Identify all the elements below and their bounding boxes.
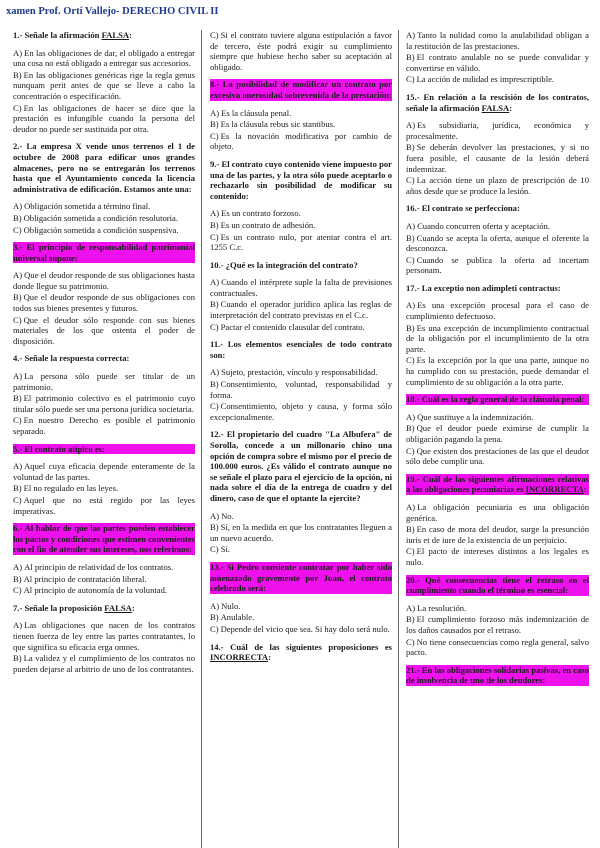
question-text bbox=[210, 642, 392, 663]
option-letter: A) bbox=[13, 461, 23, 472]
option-text: Se deberán devolver las prestaciones, y si no fuera posible, el causante de la lesión deberá indemnizar. bbox=[406, 142, 589, 174]
option-letter: C) bbox=[13, 314, 22, 325]
option-text: Consentimiento, voluntad, responsabilidad y forma. bbox=[210, 379, 392, 400]
question-suffix: : bbox=[129, 30, 132, 40]
question-emphasis: INCORRECTA bbox=[210, 652, 269, 663]
question-block bbox=[13, 603, 195, 675]
answer-option bbox=[406, 603, 589, 614]
question-text bbox=[13, 30, 195, 41]
answer-option bbox=[210, 612, 392, 623]
question-suffix: : bbox=[509, 102, 513, 113]
question-suffix: : bbox=[583, 484, 587, 495]
question-block bbox=[13, 30, 195, 134]
option-text: En las obligaciones de hacer se dice que la prestación es infungible cuando la persona del deudor no puede ser sustituida por otra. bbox=[13, 102, 195, 134]
option-letter: A) bbox=[13, 371, 23, 382]
option-text: En caso de mora del deudor, surge la presunción iuris et de iure de la existencia de un perjuicio. bbox=[406, 524, 589, 545]
question-block bbox=[210, 30, 392, 72]
option-letter: C) bbox=[406, 546, 415, 557]
option-text: El pacto de intereses distintos a los legales es nulo. bbox=[406, 546, 589, 567]
option-text: Que el deudor responde de sus obligaciones con todos sus bienes presentes y futuros. bbox=[13, 292, 195, 314]
answer-option bbox=[210, 30, 392, 72]
option-text: Que el deudor puede eximirse de cumplir la obligación pagando la pena. bbox=[406, 423, 589, 444]
option-letter: A) bbox=[406, 602, 416, 613]
answer-option bbox=[13, 495, 195, 516]
answer-option bbox=[13, 393, 195, 414]
option-letter: B) bbox=[406, 322, 415, 333]
question-text bbox=[406, 92, 589, 113]
question-text bbox=[210, 79, 392, 100]
option-text: Anulable. bbox=[220, 612, 255, 623]
option-text: Es un contrato forzoso. bbox=[221, 208, 301, 219]
option-text: Es la cláusula rebus sic stantibus. bbox=[220, 119, 336, 130]
option-text: Depende del vicio que sea. Si hay dolo será nulo. bbox=[220, 623, 390, 634]
question-prefix: 14.- Cuál de las siguientes proposiciones es bbox=[210, 641, 392, 652]
option-text: Obligación sometida a término final. bbox=[24, 201, 151, 212]
question-block bbox=[210, 642, 392, 663]
option-text: El cumplimiento forzoso más indemnización de los daños causados por el retraso. bbox=[406, 614, 589, 635]
answer-option bbox=[406, 323, 589, 355]
question-text bbox=[210, 339, 392, 360]
option-letter: A) bbox=[406, 120, 416, 131]
option-text: No tiene consecuencias como regla general, salvo pacto. bbox=[406, 636, 589, 658]
question-text bbox=[406, 283, 589, 294]
answer-option bbox=[13, 483, 195, 494]
option-letter: B) bbox=[406, 524, 415, 535]
question-block bbox=[406, 665, 589, 686]
answer-option bbox=[210, 299, 392, 320]
question-prefix: 2.- La empresa X vende unos terrenos el 1 de octubre de 2008 para edificar unos grandes almacenes, pero no se entregarán los terrenos hasta que el Ayuntamiento conceda la licencia administrativa de edificación. Estamos ante una: bbox=[13, 141, 195, 194]
question-prefix: 12.- El propietario del cuadro "La Albufera" de Sorolla, concede a un millonario chino una opción de compra sobre el mismo por el precio de 100.000 euros. ¿Es válido el contrato aunque no se señale el plazo para el ejercicio de la opción, ni nada sobre el día de la entrega de cuadro y del dinero, caso de que el optante la ejercite? bbox=[210, 429, 392, 503]
option-letter: B) bbox=[210, 612, 219, 623]
option-letter: B) bbox=[13, 69, 22, 80]
answer-option bbox=[210, 208, 392, 219]
question-text bbox=[13, 141, 195, 194]
answer-option bbox=[13, 574, 195, 585]
option-letter: A) bbox=[210, 367, 220, 378]
question-suffix: : bbox=[131, 602, 135, 613]
answer-option bbox=[406, 423, 589, 444]
answer-option bbox=[210, 544, 392, 555]
option-letter: B) bbox=[210, 299, 219, 310]
question-block bbox=[13, 523, 195, 596]
answer-option bbox=[210, 119, 392, 130]
answer-option bbox=[406, 300, 589, 321]
question-prefix: 16.- El contrato se perfecciona: bbox=[406, 203, 520, 214]
answer-option bbox=[210, 511, 392, 522]
option-letter: A) bbox=[210, 277, 220, 288]
answer-option bbox=[406, 30, 589, 51]
question-prefix: 6.- Al hablar de que las partes pueden establecer los pactos y condiciones que estimen convenientes con el fin de atender sus intereses, nos referimos: bbox=[13, 523, 195, 555]
option-letter: A) bbox=[210, 208, 220, 219]
question-prefix: 3.- El principio de responsabilidad patrimonial universal supone: bbox=[13, 242, 195, 263]
option-text: La acción de nulidad es imprescriptible. bbox=[416, 74, 555, 85]
answer-option bbox=[13, 103, 195, 135]
option-text: Aquel que no está regido por las leyes imperativas. bbox=[13, 494, 195, 516]
answer-option bbox=[13, 585, 195, 596]
option-text: El contrato anulable no se puede convalidar y convertirse en válido. bbox=[406, 52, 589, 73]
question-block bbox=[13, 353, 195, 436]
option-text: Nulo. bbox=[221, 600, 241, 611]
option-text: Al principio de relatividad de los contratos. bbox=[24, 561, 174, 572]
question-text bbox=[406, 203, 589, 214]
answer-option bbox=[406, 614, 589, 635]
option-text: Obligación sometida a condición resolutoria. bbox=[23, 212, 179, 223]
option-letter: C) bbox=[13, 585, 22, 596]
question-block bbox=[210, 339, 392, 422]
option-letter: C) bbox=[406, 636, 415, 647]
answer-option bbox=[13, 292, 195, 313]
option-letter: B) bbox=[406, 614, 415, 625]
question-prefix: 9.- El contrato cuyo contenido viene impuesto por una de las partes, y la otra sólo puede aceptarlo o rechazarlo sin posibilidad de modificar su contenido: bbox=[210, 158, 392, 201]
question-block bbox=[406, 474, 589, 568]
option-text: En nuestro Derecho es posible el patrimonio separado. bbox=[13, 415, 195, 436]
answer-option bbox=[406, 74, 589, 85]
question-text bbox=[13, 242, 195, 263]
option-text: La persona sólo puede ser titular de un patrimonio. bbox=[13, 371, 195, 392]
answer-option bbox=[210, 367, 392, 378]
option-letter: A) bbox=[406, 220, 416, 231]
question-emphasis: FALSA bbox=[101, 30, 130, 40]
question-prefix: 21.- En las obligaciones solidarias pasivas, en caso de insolvencia de uno de los deudores: bbox=[406, 664, 589, 686]
option-letter: C) bbox=[210, 231, 219, 242]
column-divider bbox=[398, 30, 399, 848]
question-block bbox=[13, 242, 195, 346]
question-text bbox=[13, 444, 195, 455]
option-letter: C) bbox=[13, 102, 22, 113]
option-text: Cuando concurren oferta y aceptación. bbox=[417, 220, 550, 231]
option-text: Es la excepción por la que una parte, aunque no ha cumplido con su prestación, puede demandar el cumplimiento de su obligación a la otra parte. bbox=[406, 355, 589, 387]
question-block bbox=[210, 429, 392, 555]
option-text: No. bbox=[221, 510, 234, 521]
option-letter: B) bbox=[210, 119, 219, 130]
option-text: Pactar el contenido clausular del contrato. bbox=[220, 321, 365, 332]
option-text: Que el deudor responde de sus obligaciones hasta donde llegue su patrimonio. bbox=[13, 270, 195, 291]
question-prefix: 20.- Qué consecuencias tiene el retraso en el cumplimiento cuando el término es esencial: bbox=[406, 574, 589, 596]
answer-option bbox=[13, 70, 195, 102]
option-text: Cuando el intérprete suple la falta de previsiones contractuales. bbox=[210, 277, 392, 298]
question-prefix: 11.- Los elementos esenciales de todo contrato son: bbox=[210, 339, 392, 360]
option-letter: A) bbox=[13, 201, 23, 212]
answer-option bbox=[406, 412, 589, 423]
option-letter: C) bbox=[406, 254, 415, 265]
option-letter: B) bbox=[13, 573, 22, 584]
question-prefix: 10.- ¿Qué es la integración del contrato? bbox=[210, 259, 358, 270]
option-text: Es la novación modificativa por cambio de objeto. bbox=[210, 130, 392, 152]
answer-option bbox=[210, 624, 392, 635]
question-emphasis: FALSA bbox=[481, 102, 510, 113]
option-letter: A) bbox=[406, 411, 416, 422]
option-letter: B) bbox=[13, 483, 22, 494]
option-letter: C) bbox=[406, 445, 415, 456]
option-text: Que el deudor sólo responde con sus bienes materiales de los que ostenta el poder de disposición. bbox=[13, 314, 195, 346]
question-prefix: 17.- La exceptio non adimpleti contractus: bbox=[406, 282, 561, 293]
answer-option bbox=[210, 601, 392, 612]
option-text: Es una excepción de incumplimiento contractual de la obligación por el incumplimiento de la otra parte. bbox=[406, 322, 589, 354]
answer-option bbox=[13, 225, 195, 236]
answer-option bbox=[13, 315, 195, 347]
option-text: Tanto la nulidad como la anulabilidad obligan a la restitución de las prestaciones. bbox=[406, 30, 589, 51]
answer-option bbox=[210, 220, 392, 231]
option-text: Obligación sometida a condición suspensiva. bbox=[23, 224, 179, 235]
option-letter: C) bbox=[406, 74, 415, 85]
option-text: Es un contrato de adhesión. bbox=[220, 219, 316, 230]
option-letter: A) bbox=[210, 600, 220, 611]
question-prefix: 13.- Si Pedro consiente contratar por haber sido amenazado gravemente por Juan, el contrato celebrado será: bbox=[210, 561, 392, 594]
option-letter: C) bbox=[406, 355, 415, 366]
option-letter: A) bbox=[210, 510, 220, 521]
question-text bbox=[406, 665, 589, 686]
option-letter: C) bbox=[13, 224, 22, 235]
option-letter: A) bbox=[13, 47, 23, 58]
option-letter: C) bbox=[210, 130, 219, 141]
option-text: Es un contrato nulo, por atentar contra el art. 1255 C.c. bbox=[210, 231, 392, 253]
answer-option bbox=[406, 52, 589, 73]
option-letter: C) bbox=[406, 175, 415, 186]
option-letter: C) bbox=[13, 415, 22, 426]
question-block bbox=[210, 260, 392, 333]
question-text bbox=[210, 562, 392, 594]
option-letter: A) bbox=[210, 107, 220, 118]
column-3 bbox=[406, 30, 589, 693]
question-text bbox=[210, 260, 392, 271]
option-text: La resolución. bbox=[417, 602, 467, 613]
question-text bbox=[406, 474, 589, 495]
option-letter: B) bbox=[406, 142, 415, 153]
option-letter: B) bbox=[210, 522, 219, 533]
option-letter: A) bbox=[13, 270, 23, 281]
question-block bbox=[406, 203, 589, 276]
option-text: Aquel cuya eficacia depende enteramente de la voluntad de las partes. bbox=[13, 461, 195, 482]
question-block bbox=[406, 394, 589, 467]
answer-option bbox=[406, 546, 589, 567]
answer-option bbox=[406, 142, 589, 174]
option-text: Que sustituye a la indemnización. bbox=[417, 411, 534, 422]
answer-option bbox=[13, 270, 195, 291]
question-block bbox=[13, 141, 195, 235]
answer-option bbox=[210, 322, 392, 333]
option-letter: C) bbox=[210, 321, 219, 332]
option-letter: B) bbox=[13, 212, 22, 223]
question-text bbox=[210, 429, 392, 503]
answer-option bbox=[210, 108, 392, 119]
question-block bbox=[13, 444, 195, 517]
answer-option bbox=[13, 213, 195, 224]
column-2 bbox=[210, 30, 392, 670]
question-text bbox=[406, 575, 589, 596]
question-block bbox=[406, 283, 589, 387]
option-letter: B) bbox=[13, 653, 22, 664]
question-prefix: 19.- Cuál de las siguientes afirmaciones relativas a las obligaciones pecuniarias es bbox=[406, 473, 589, 495]
option-text: En las obligaciones genéricas rige la regla genus nunquam perit antes de que se lleve a cabo la concentración o especificación. bbox=[13, 69, 195, 101]
option-letter: B) bbox=[13, 292, 22, 303]
answer-option bbox=[210, 379, 392, 400]
option-letter: A) bbox=[13, 620, 23, 631]
option-letter: A) bbox=[406, 501, 416, 512]
option-text: Que existen dos prestaciones de las que el deudor sólo debe cumplir una. bbox=[406, 445, 589, 467]
question-block bbox=[210, 159, 392, 253]
question-prefix: 8.- La posibilidad de modificar un contrato por excesiva onerosidad sobrevenida de la prestación: bbox=[210, 79, 392, 100]
option-text: La obligación pecuniaria es una obligación genérica. bbox=[406, 501, 589, 523]
question-text bbox=[13, 523, 195, 555]
column-divider bbox=[201, 30, 202, 848]
answer-option bbox=[210, 401, 392, 422]
answer-option bbox=[406, 524, 589, 545]
question-block bbox=[210, 79, 392, 152]
option-text: Si el contrato tuviere alguna estipulación a favor de tercero, éste podrá exigir su cumplimiento siempre que hubiese hecho saber su aceptación al obligado. bbox=[210, 30, 392, 72]
option-letter: C) bbox=[210, 401, 219, 412]
question-prefix: 5.- El contrato atípico es: bbox=[13, 443, 105, 454]
question-emphasis: FALSA bbox=[104, 602, 132, 613]
question-block bbox=[406, 30, 589, 85]
answer-option bbox=[406, 233, 589, 254]
option-letter: C) bbox=[210, 30, 219, 40]
answer-option bbox=[210, 131, 392, 152]
question-suffix: : bbox=[268, 652, 271, 663]
answer-option bbox=[406, 502, 589, 523]
answer-option bbox=[13, 201, 195, 212]
answer-option bbox=[406, 446, 589, 467]
question-prefix: 1.- Señale la afirmación bbox=[13, 30, 102, 40]
option-letter: A) bbox=[13, 561, 23, 572]
answer-option bbox=[13, 48, 195, 69]
option-letter: B) bbox=[406, 423, 415, 434]
option-letter: C) bbox=[210, 544, 219, 555]
option-letter: B) bbox=[210, 379, 219, 390]
option-text: Es una excepción procesal para el caso de cumplimiento defectuoso. bbox=[406, 300, 589, 322]
answer-option bbox=[13, 620, 195, 652]
option-letter: B) bbox=[406, 232, 415, 243]
option-text: Es la cláusula penal. bbox=[221, 107, 292, 118]
option-text: El no regulado en las leyes. bbox=[23, 483, 119, 494]
answer-option bbox=[210, 522, 392, 543]
option-text: Al principio de contratación liberal. bbox=[23, 573, 147, 584]
option-text: En las obligaciones de dar, el obligado a entregar una cosa no está obligado a entregar sus accesorios. bbox=[13, 47, 195, 69]
option-text: Es subsidiaria, jurídica, económica y procesalmente. bbox=[406, 120, 589, 141]
option-text: Las obligaciones que nacen de los contratos tienen fuerza de ley entre las partes contratantes, lo que significa su eficacia erga omnes. bbox=[13, 620, 195, 652]
option-text: La validez y el cumplimiento de los contratos no pueden dejarse al arbitrio de uno de los contratantes. bbox=[13, 653, 195, 674]
option-letter: B) bbox=[13, 393, 22, 404]
answer-option bbox=[406, 221, 589, 232]
question-prefix: 7.- Señale la proposición bbox=[13, 602, 105, 613]
option-letter: A) bbox=[406, 30, 416, 40]
question-prefix: 18.- Cuál es la regla general de la cláusula penal: bbox=[406, 394, 585, 405]
answer-option bbox=[13, 415, 195, 436]
question-prefix: 15.- En relación a la rescisión de los contratos, señale la afirmación bbox=[406, 91, 589, 113]
answer-option bbox=[406, 355, 589, 387]
exam-header: xamen Prof. Ortí Vallejo- DERECHO CIVIL II bbox=[6, 6, 219, 17]
question-block bbox=[406, 92, 589, 196]
option-text: Cuando el operador jurídico aplica las reglas de interpretación del contrato previstas en el C.c. bbox=[210, 299, 392, 321]
answer-option bbox=[13, 461, 195, 482]
column-1 bbox=[13, 30, 195, 681]
option-letter: B) bbox=[210, 219, 219, 230]
option-text: Cuando se publica la oferta ad incertam personam. bbox=[406, 254, 589, 276]
option-text: La acción tiene un plazo de prescripción de 10 años desde que se produce la lesión. bbox=[406, 175, 589, 196]
option-text: Consentimiento, objeto y causa, y forma sólo excepcionalmente. bbox=[210, 401, 392, 422]
question-emphasis: INCORRECTA bbox=[525, 484, 584, 495]
option-text: Sí, en la medida en que los contratantes lleguen a un nuevo acuerdo. bbox=[210, 522, 392, 543]
option-letter: B) bbox=[406, 52, 415, 63]
answer-option bbox=[13, 562, 195, 573]
answer-option bbox=[406, 120, 589, 141]
option-text: Sujeto, prestación, vínculo y responsabilidad. bbox=[221, 367, 378, 378]
question-text bbox=[406, 394, 589, 405]
option-text: Al principio de autonomía de la voluntad. bbox=[23, 585, 168, 596]
answer-option bbox=[210, 232, 392, 253]
option-text: Cuando se acepta la oferta, aunque el oferente la desconozca. bbox=[406, 232, 589, 254]
question-block bbox=[406, 575, 589, 658]
question-text bbox=[210, 159, 392, 201]
option-text: El patrimonio colectivo es el patrimonio cuyo titular sólo puede ser una persona jurídica societaria. bbox=[13, 393, 195, 414]
answer-option bbox=[13, 653, 195, 674]
option-letter: A) bbox=[406, 300, 416, 311]
question-prefix: 4.- Señale la respuesta correcta: bbox=[13, 353, 130, 364]
question-text bbox=[13, 603, 195, 614]
option-text: Sí. bbox=[220, 544, 230, 555]
answer-option bbox=[406, 255, 589, 276]
question-text bbox=[13, 353, 195, 364]
question-block bbox=[210, 562, 392, 635]
answer-option bbox=[406, 637, 589, 658]
answer-option bbox=[13, 371, 195, 392]
option-letter: C) bbox=[13, 494, 22, 505]
answer-option bbox=[406, 175, 589, 196]
answer-option bbox=[210, 277, 392, 298]
option-letter: C) bbox=[210, 623, 219, 634]
